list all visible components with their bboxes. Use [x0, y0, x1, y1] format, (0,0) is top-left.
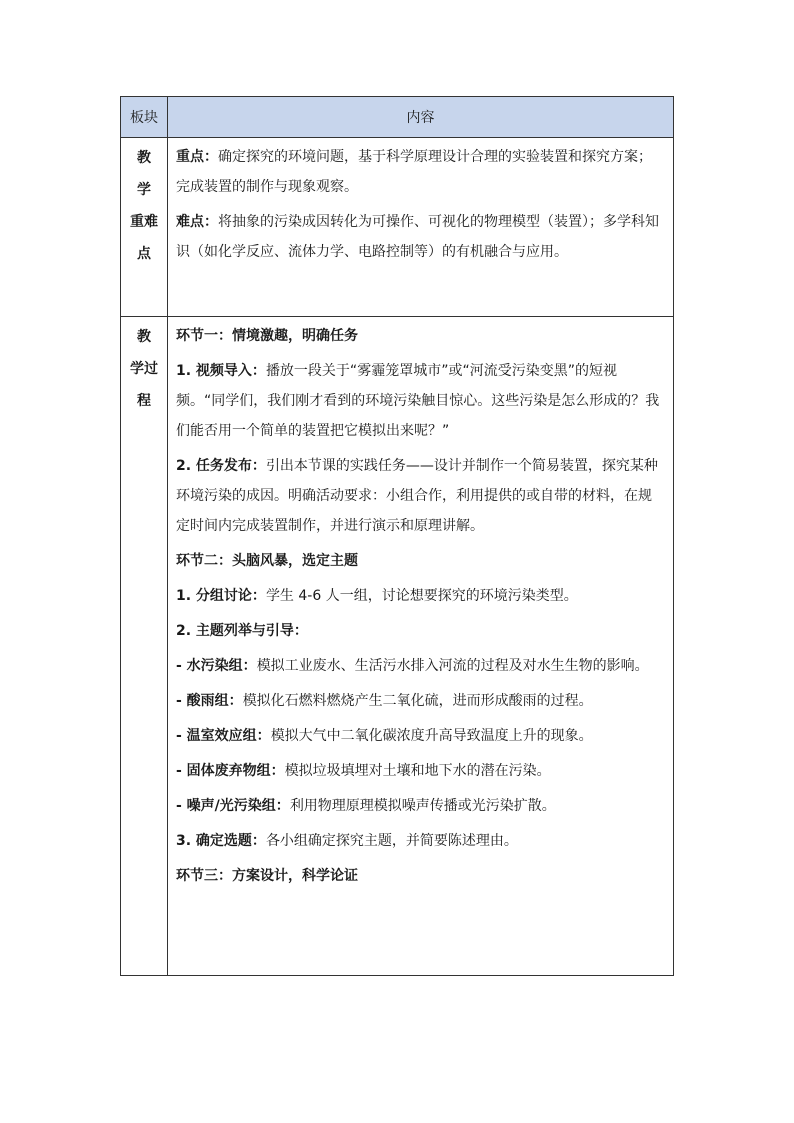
stage1-item1-text: 播放一段关于“雾霾笼罩城市”或“河流受污染变黑”的短视频。“同学们，我们刚才看到的环境污染触目惊心。这些污染是怎么形成的？我们能否用一个简单的装置把它模拟出来呢？”	[176, 363, 660, 439]
difficult-point-label: 难点：	[176, 214, 218, 230]
process-content	[168, 317, 674, 976]
process-label-char: 学过	[130, 361, 158, 377]
stage2-item2-label: 2. 主题列举与引导：	[176, 623, 308, 639]
focus-content	[168, 138, 674, 317]
process-label-char: 教	[137, 329, 151, 345]
difficult-point-paragraph	[176, 207, 665, 267]
topic-label: - 水污染组：	[176, 658, 257, 674]
focus-label-char: 重难	[130, 214, 158, 230]
topic-label: - 固体废弃物组：	[176, 763, 285, 779]
header-section: 板块	[121, 97, 168, 138]
header-content: 内容	[168, 97, 674, 138]
process-row	[121, 317, 674, 976]
stage2-item3-label: 3. 确定选题：	[176, 833, 266, 849]
topic-text: 模拟垃圾填埋对土壤和地下水的潜在污染。	[284, 763, 551, 779]
lesson-plan-table	[120, 96, 674, 976]
topic-item	[176, 791, 665, 821]
focus-label-char: 点	[137, 246, 151, 262]
process-label-char: 程	[137, 393, 151, 409]
topic-text: 利用物理原理模拟噪声传播或光污染扩散。	[289, 798, 556, 814]
topic-text: 模拟工业废水、生活污水排入河流的过程及对水生生物的影响。	[256, 658, 649, 674]
stage3-title: 环节三：方案设计，科学论证	[176, 868, 358, 884]
stage1-item2-label: 2. 任务发布：	[176, 458, 266, 474]
focus-label-char: 教	[137, 150, 151, 166]
topic-item	[176, 686, 665, 716]
topic-item	[176, 721, 665, 751]
stage1-item1-label: 1. 视频导入：	[176, 363, 266, 379]
stage2-item1-text: 学生 4-6 人一组，讨论想要探究的环境污染类型。	[265, 588, 578, 604]
focus-label	[121, 138, 168, 317]
stage2-item3	[176, 826, 665, 856]
topic-item	[176, 756, 665, 786]
key-point-paragraph	[176, 142, 665, 202]
focus-label-char: 学	[137, 182, 151, 198]
stage1-item2-text: 引出本节课的实践任务——设计并制作一个简易装置，探究某种环境污染的成因。明确活动要求：小组合作，利用提供的或自带的材料，在规定时间内完成装置制作，并进行演示和原理讲解。	[176, 458, 658, 534]
key-point-text: 确定探究的环境问题，基于科学原理设计合理的实验装置和探究方案；完成装置的制作与现象观察。	[176, 149, 652, 195]
table-header-row	[121, 97, 674, 138]
process-label	[121, 317, 168, 976]
stage2-item3-text: 各小组确定探究主题，并简要陈述理由。	[265, 833, 518, 849]
stage1-item2	[176, 451, 665, 541]
stage1-item1	[176, 356, 665, 446]
stage2-item1	[176, 581, 665, 611]
stage2-item1-label: 1. 分组讨论：	[176, 588, 266, 604]
topic-text: 模拟大气中二氧化碳浓度升高导致温度上升的现象。	[270, 728, 593, 744]
key-point-label: 重点：	[176, 149, 218, 165]
stage2-title: 环节二：头脑风暴，选定主题	[176, 553, 358, 569]
topic-label: - 酸雨组：	[176, 693, 243, 709]
topic-text: 模拟化石燃料燃烧产生二氧化硫，进而形成酸雨的过程。	[242, 693, 593, 709]
difficult-point-text: 将抽象的污染成因转化为可操作、可视化的物理模型（装置）；多学科知识（如化学反应、流体力学、电路控制等）的有机融合与应用。	[176, 214, 659, 260]
focus-row	[121, 138, 674, 317]
topic-label: - 噪声/光污染组：	[176, 798, 290, 814]
topic-label: - 温室效应组：	[176, 728, 271, 744]
topic-item	[176, 651, 665, 681]
stage1-title: 环节一：情境激趣，明确任务	[176, 328, 358, 344]
